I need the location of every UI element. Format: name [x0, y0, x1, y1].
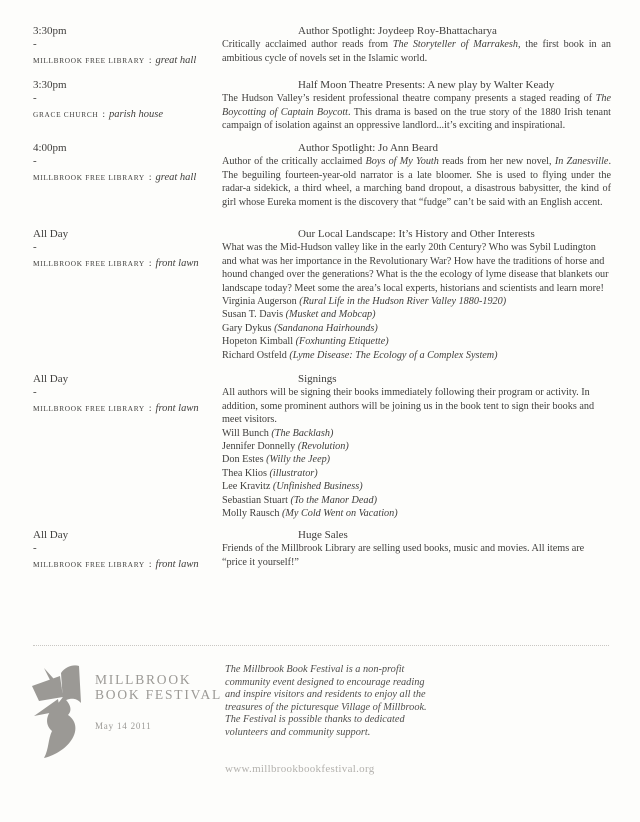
event-description: Critically acclaimed author reads from The Storyteller of Marrakesh, the first book in an ambitious cycle of novels set in the Islamic world. — [222, 39, 612, 64]
event-time: 3:30pm — [33, 79, 67, 91]
festival-date: May 14 2011 — [95, 721, 152, 731]
event-venue — [33, 556, 219, 572]
event-details — [222, 25, 611, 65]
event-dash: - — [33, 241, 37, 254]
event-schedule — [33, 142, 219, 185]
event-time: All Day — [33, 529, 69, 541]
event-dash: - — [33, 92, 37, 105]
event-schedule — [33, 373, 219, 416]
event-details — [222, 142, 611, 209]
event-time: 3:30pm — [33, 25, 67, 37]
event-description: What was the Mid-Hudson valley like in the early 20th Century? Who was Sybil Ludington and what was her importance in the Revolutionary War? How have the traditions of horse and hound changed over the generations? What is the the ecology of lyme disease that blankets our landscape today? Meet some the area’s local experts, historians and scientists and learn more! — [222, 242, 609, 294]
festival-url: www.millbrookbookfestival.org — [225, 763, 375, 775]
speaker-item: Susan T. Davis (Musket and Mobcap) — [222, 309, 376, 321]
event-title: Half Moon Theatre Presents: A new play by Walter Keady — [298, 79, 555, 91]
event-details — [222, 529, 611, 569]
footer-divider — [33, 645, 609, 646]
event-venue — [33, 400, 219, 416]
festival-logo-icon — [32, 664, 84, 763]
event-schedule — [33, 25, 219, 68]
event-time: All Day — [33, 228, 69, 240]
event-schedule — [33, 228, 219, 271]
festival-about: The Millbrook Book Festival is a non-profit community event designed to encourage reading and inspire visitors and residents to enjoy all the treasures of the picturesque Village of Millbrook. The Festival is possible thanks to dedicated volunteers and community support. — [225, 664, 427, 738]
author-item: Will Bunch (The Backlash) — [222, 427, 334, 439]
event-schedule — [33, 79, 219, 122]
venue-separator: : — [148, 559, 152, 570]
venue-separator: : — [148, 55, 152, 66]
speaker-item: Gary Dykus (Sandanona Hairhounds) — [222, 322, 378, 334]
event-title: Huge Sales — [298, 529, 348, 541]
event-details — [222, 373, 611, 520]
venue-separator: : — [102, 109, 106, 120]
event-dash: - — [33, 38, 37, 51]
festival-name-line1: MILLBROOK — [95, 672, 192, 687]
author-item: Jennifer Donnelly (Revolution) — [222, 441, 349, 453]
venue-room: front lawn — [155, 402, 199, 414]
venue-name: MILLBROOK FREE LIBRARY — [33, 403, 145, 413]
event-dash: - — [33, 155, 37, 168]
venue-name: MILLBROOK FREE LIBRARY — [33, 172, 145, 182]
event-description: Author of the critically acclaimed Boys of My Youth reads from her new novel, In Zanesville. The beguiling fourteen-year-old narrator is a late bloomer. She is used to flying under the radar-a sidekick, a third wheel, a marching band dropout, a disastrous babysitter, the kind of girl whose Eureka moment is the discovery that “fudge” can’t be said with an English accent. — [222, 156, 611, 208]
event-title: Author Spotlight: Joydeep Roy-Bhattacharya — [298, 25, 497, 37]
speaker-list — [222, 295, 611, 362]
event-title: Our Local Landscape: It’s History and Other Interests — [298, 228, 535, 240]
venue-room: great hall — [155, 54, 197, 66]
venue-separator: : — [148, 258, 152, 269]
event-dash: - — [33, 542, 37, 555]
event-title: Author Spotlight: Jo Ann Beard — [298, 142, 438, 154]
event-dash: - — [33, 386, 37, 399]
event-venue — [33, 52, 219, 68]
author-item: Thea Klios (illustrator) — [222, 467, 318, 479]
venue-room: great hall — [155, 171, 197, 183]
venue-name: MILLBROOK FREE LIBRARY — [33, 258, 145, 268]
event-time: 4:00pm — [33, 142, 67, 154]
venue-room: front lawn — [155, 558, 199, 570]
venue-name: GRACE CHURCH — [33, 109, 99, 119]
speaker-item: Hopeton Kimball (Foxhunting Etiquette) — [222, 336, 389, 348]
event-time: All Day — [33, 373, 69, 385]
festival-name-line2: BOOK FESTIVAL — [95, 686, 223, 702]
event-venue — [33, 106, 219, 122]
event-description: All authors will be signing their books immediately following their program or activity. In addition, some prominent authors will be joining us in the book tent to sign their books and meet visitors. — [222, 387, 595, 426]
venue-name: MILLBROOK FREE LIBRARY — [33, 55, 145, 65]
speaker-item: Virginia Augerson (Rural Life in the Hudson River Valley 1880-1920) — [222, 296, 507, 308]
event-description: Friends of the Millbrook Library are selling used books, music and movies. All items are “price it yourself!” — [222, 543, 585, 568]
event-schedule — [33, 529, 219, 572]
event-description: The Hudson Valley’s resident professional theatre company presents a staged reading of The Boycotting of Captain Boycott. This drama is based on the true story of the 1880 Irish tenant campaign of isolation against an oppressive landlord...it’s exciting and inspirational. — [222, 93, 611, 132]
author-item: Lee Kravitz (Unfinished Business) — [222, 481, 363, 493]
event-title: Signings — [298, 373, 337, 385]
event-details — [222, 79, 611, 133]
event-details — [222, 228, 611, 362]
author-item: Sebastian Stuart (To the Manor Dead) — [222, 494, 377, 506]
venue-separator: : — [148, 403, 152, 414]
venue-room: parish house — [109, 108, 163, 120]
author-item: Don Estes (Willy the Jeep) — [222, 454, 331, 466]
venue-name: MILLBROOK FREE LIBRARY — [33, 559, 145, 569]
event-venue — [33, 169, 219, 185]
venue-separator: : — [148, 172, 152, 183]
speaker-item: Richard Ostfeld (Lyme Disease: The Ecology of a Complex System) — [222, 349, 498, 361]
author-list — [222, 427, 611, 521]
author-item: Molly Rausch (My Cold Went on Vacation) — [222, 508, 398, 520]
event-venue — [33, 255, 219, 271]
festival-name — [95, 673, 222, 703]
venue-room: front lawn — [155, 257, 199, 269]
